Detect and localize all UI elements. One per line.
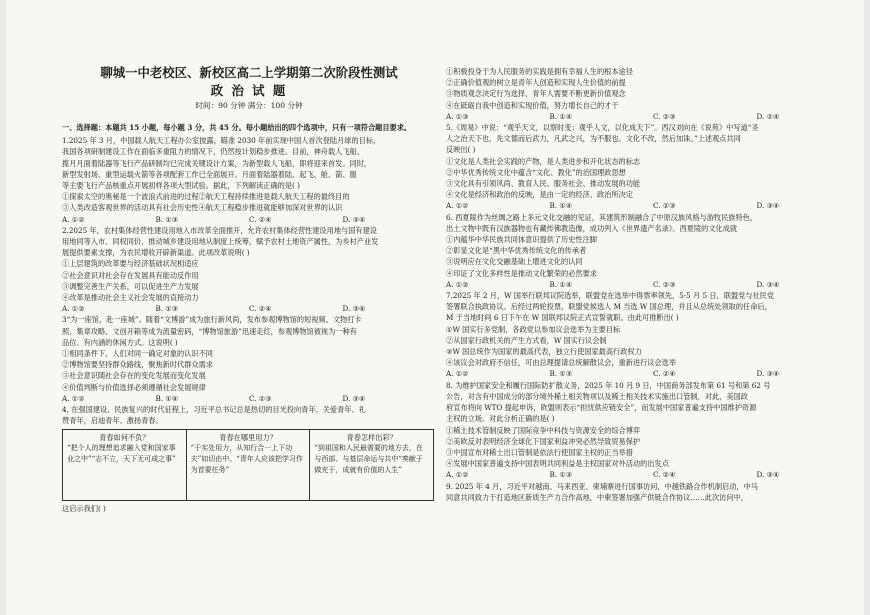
exam-sheet bbox=[6, 0, 864, 615]
question-line: 主权的立场。对此分析正确的是( ) bbox=[446, 414, 555, 424]
option-d: D. ③④ bbox=[756, 201, 780, 211]
question-line: 反映出( ) bbox=[446, 145, 476, 155]
question-line: ③社会意识随社会存在的变化发展而变化发展 bbox=[62, 371, 206, 381]
right-column bbox=[446, 0, 860, 615]
question-7 bbox=[446, 290, 860, 380]
question-line: 出土文物中既有汉族器物也有藏传佛教造像，成功列入《世界遗产名录》。西夏陵的文化成就 bbox=[446, 223, 738, 233]
quote-cell-text: “于实处用力，从知行合一上下功夫”如切由中。“青年人应该把学习作为首要任务” bbox=[190, 444, 303, 475]
statement: ③物质观念决定行为选择，青年人需要不断更新价值观念 bbox=[446, 89, 626, 99]
quote-cell-text: “把个人的理想追求融入党和国家事业之中”“志不立，天下无可成之事” bbox=[67, 444, 176, 464]
question-line: ④改革是推动社会主义社会发展的直接动力 bbox=[62, 293, 199, 303]
statement: ①积极投身于为人民服务的实践是拥有幸福人生的根本途径 bbox=[446, 67, 633, 76]
option-b: B. ①④ bbox=[549, 279, 573, 289]
question-line: ②中华优秀传统文化中蕴含“文化、教化”的治国理政思想 bbox=[446, 167, 626, 177]
option-b: B. ①③ bbox=[549, 470, 573, 480]
exam-subtitle: 政 治 试 题 bbox=[210, 83, 288, 98]
question-line: ④价值判断与价值选择必须遵循社会发展规律 bbox=[62, 382, 206, 392]
option-row bbox=[62, 303, 436, 314]
option-c: C. ②③ bbox=[653, 279, 676, 289]
question-line: ①稀土技术管制反映了国际竞争中科技与资源安全的综合博弈 bbox=[446, 425, 641, 435]
question-line: ③说明应在文化交融基础上增进文化的认同 bbox=[446, 257, 583, 267]
option-row bbox=[446, 111, 860, 122]
option-row bbox=[446, 279, 860, 290]
option-b: B. ①④ bbox=[549, 201, 573, 211]
question-line: ④该议会对政府不信任，可由总理提请总统解散议会，重新进行议会选举 bbox=[446, 358, 677, 368]
option-c: C. ②④ bbox=[653, 470, 676, 480]
question-2 bbox=[62, 225, 436, 315]
question-line: ③W 国总统作为国家的最高代表，独立行使国家最高行政权力 bbox=[446, 347, 642, 357]
question-line: 揽月月面着陆器等飞行产品研制均已完成关键设计方案，为新型载人飞船，即将迎来首发。同时， bbox=[62, 158, 372, 168]
question-line: ③人类改造客观世界的活动具有社会历史性④航天工程稳步推进就能够加深对世界的认识 bbox=[62, 203, 343, 213]
question-line: 3“为一座馆，赴一座城”。随着“文博游”成为旅行新风尚，发布参观博物馆的短视频、文物打卡 bbox=[62, 315, 362, 325]
question-line: M 于当地时间 6 日下午在 W 国联邦议院正式宣誓就职。由此可推断出( ) bbox=[446, 313, 679, 323]
question-line: ②社会意识对社会存在发展具有能动反作用 bbox=[62, 270, 199, 280]
question-line: ②博物馆要坚持群众路线，聚焦新时代群众需求 bbox=[62, 360, 213, 370]
statement: ②正确价值观的树立是青年人创造和实现人生价值的前提 bbox=[446, 78, 626, 88]
quote-cell bbox=[309, 430, 433, 500]
exam-title: 聊城一中老校区、新校区高二上学期第二次阶段性测试 bbox=[100, 65, 398, 80]
option-b: B. ①③ bbox=[155, 304, 179, 314]
question-line: 我国各项研制建设工作在面临多重阻力的情况下，仍然按计划稳步推进。目前，神舟载人飞船、 bbox=[62, 147, 364, 157]
quote-cell-text: “到祖国和人民最需要的地方去，在与西部、与基层命运与共中“奏献于做充于，成就有价值的人生” bbox=[314, 444, 423, 475]
question-line: ④印证了文化多样性是推动文化繁荣的必然要求 bbox=[446, 268, 597, 278]
question-line: 5.《周易》中说：“观乎天文，以察时变；观乎人文，以化成天下”。西汉刘向在《说苑》中写道“圣 bbox=[446, 123, 759, 133]
question-line: ②从国家行政机关的产生方式看，W 国实行议会制 bbox=[446, 335, 607, 345]
question-line: 人之治天下也，先文德而后武力，凡武之兴，为不服也。文化不改，然后加诛。”上述观点共同 bbox=[446, 134, 741, 144]
option-c: C. ②③ bbox=[653, 111, 676, 121]
exam-time-score: 时间：90 分钟 满分：100 分钟 bbox=[195, 101, 303, 110]
question-line: 9. 2025 年 4 月，习近平对越南、马来西亚、柬埔寨进行国事访问，中越铁路合作机制启动，中马 bbox=[446, 481, 758, 491]
question-line: ③文化具有引领风尚、教育人民、服务社会、推动发展的功能 bbox=[446, 179, 641, 189]
question-line: ③中国宣布对稀土出口管制是依法行使国家主权的正当举措 bbox=[446, 447, 633, 457]
option-c: C. ②③ bbox=[249, 393, 272, 403]
option-a: A. ①② bbox=[446, 279, 469, 289]
option-d: D. ③④ bbox=[756, 470, 780, 480]
question-line: ①文化是人类社会实践的产物，是人类进步和开化状态的标志 bbox=[446, 156, 641, 166]
option-b: B. ①③ bbox=[155, 214, 179, 224]
option-a: A. ①② bbox=[446, 201, 469, 211]
option-c: C. ②③ bbox=[653, 201, 676, 211]
question-line: ①探索太空的奥秘是一个波浪式前进的过程②航天工程持续推进是载人航天工程的最终目的 bbox=[62, 192, 350, 202]
question-line: 1.2025 年 3 月，中国载人航天工程办公室披露，瞄准 2030 年前实现中国人首次登陆月球的目标， bbox=[62, 136, 381, 146]
question-line: 8. 为维护国家安全和履行国际防扩散义务，2025 年 10 月 9 日，中国商务部发布第 61 号和第 62 号 bbox=[446, 380, 771, 390]
question-line: 同意共同致力于打造地区新质生产力合作高地，中柬签署加强产供链合作协议……此次访问中， bbox=[446, 492, 748, 502]
question-line: 府宣布将向 WTO 提起申诉，欧盟则表示“担忧供应链安全”，而发展中国家普遍支持中国维护资源 bbox=[446, 403, 757, 413]
quote-cell-heading: 青春在哪里用力？ bbox=[219, 433, 277, 443]
question-line: 2.2025 年，农村集体经营性建设用地入市改革全面推开，允许农村集体经营性建设用地与国有建设 bbox=[62, 225, 377, 235]
option-d: D. ③④ bbox=[756, 279, 780, 289]
option-row bbox=[62, 214, 436, 225]
question-line: 新型发射场、重型运载火箭等各项配套工作已全面展开。月面着陆器着陆、起飞、舱、箭、服 bbox=[62, 169, 357, 179]
option-c: C. ②④ bbox=[249, 214, 272, 224]
question-line: 等主要飞行产品核重点开展初样各项大型试验。据此，下列解读正确的是( ) bbox=[62, 181, 300, 191]
question-line: 7.2025 年 2 月，W 国举行联邦议院选举，联盟党在选举中得票率领先，5-5 月 5 日，联盟党与社民党 bbox=[446, 291, 775, 301]
question-line: 4. 在强国建设、民族复兴的时代征程上，习近平总书记总是热切的目光投向青年。关爱青年、礼 bbox=[62, 405, 366, 415]
option-row bbox=[446, 200, 860, 211]
option-a: A. ①② bbox=[62, 214, 85, 224]
option-d: D. ③④ bbox=[342, 304, 366, 314]
question-line: 这启示我们( ) bbox=[62, 504, 106, 514]
question-1 bbox=[62, 135, 436, 225]
question-4 bbox=[62, 404, 436, 515]
question-5 bbox=[446, 122, 860, 212]
option-d: D. ③④ bbox=[756, 369, 780, 379]
question-line: ①相同条件下，人们对同一确定对象的认识不同 bbox=[62, 349, 213, 359]
question-line: ④文化是经济和政治的反映，是由一定的经济、政治所决定 bbox=[446, 190, 633, 200]
question-line: 6. 西夏陵作为丝绸之路上多元文化交融的见证，其建筑形制融合了中原汉族风格与游牧民族特色， bbox=[446, 212, 758, 222]
question-line: 公告，对含有中国成分的部分境外稀土相关物项以及稀土相关技术实施出口管制，对此，美国政 bbox=[446, 391, 748, 401]
option-c: C. ②④ bbox=[653, 369, 676, 379]
question-line: 展提供要素支撑，为农民增收开辟新渠道。此项改革说明( ) bbox=[62, 248, 250, 258]
question-8 bbox=[446, 380, 860, 481]
quote-cell bbox=[186, 430, 310, 500]
question-6 bbox=[446, 212, 860, 290]
option-a: A. ①② bbox=[446, 369, 469, 379]
quote-table bbox=[62, 429, 434, 501]
quote-cell bbox=[63, 430, 186, 500]
question-line: ②彰显文化是“黑中华优秀传统文化的传承者 bbox=[446, 246, 587, 256]
left-column bbox=[62, 0, 436, 615]
question-line: ①内蕴华中华民族共同体意识提供了历史性注脚 bbox=[446, 235, 597, 245]
option-row bbox=[446, 469, 860, 480]
question-3 bbox=[62, 314, 436, 404]
question-line: 用地同等入市、同权同价，推动城乡建设用地从制度上统筹，赋予农村土地资产属性，为乡村产业发 bbox=[62, 237, 379, 247]
question-line: 签署联合执政协议。后经过两轮投票，联盟党候选人 M 当选 W 国总理，并且从总统处领取的任命后， bbox=[446, 302, 772, 312]
option-d: D. ③④ bbox=[342, 393, 366, 403]
question-line: ②美欧反对表明经济全球化下国家利益冲突必然导致贸易保护 bbox=[446, 436, 641, 446]
option-row bbox=[62, 393, 436, 404]
option-row bbox=[446, 368, 860, 379]
question-line: 赞青年，启迪青年、激扬青春。 bbox=[62, 416, 163, 426]
option-a: A. ①② bbox=[62, 304, 85, 314]
quote-cell-heading: 青春怎样出彩？ bbox=[346, 433, 397, 443]
quote-cell-heading: 青春如何不负？ bbox=[99, 433, 150, 443]
option-c: C. ②④ bbox=[249, 304, 272, 314]
question-line: 品位、有内涵的休闲方式。这说明( ) bbox=[62, 337, 178, 347]
option-a: A. ①② bbox=[446, 470, 469, 480]
statement: ④在砥砺自我中创造和实现价值，努力增长自己的才干 bbox=[446, 100, 619, 110]
option-b: B. ①③ bbox=[549, 369, 573, 379]
question-line: ①上层建筑的改革要与经济基础状况相适应 bbox=[62, 259, 199, 269]
option-d: D. ②④ bbox=[756, 111, 780, 121]
question-line: 照、集章攻略、文创开箱等成为流量密码，“博物馆旅游”迅速走红，参观博物馆被视为一种有 bbox=[62, 326, 357, 336]
option-a: A. ①② bbox=[62, 393, 85, 403]
section-heading: 一、选择题：本题共 15 小题，每小题 3 分，共 45 分。每小题给出的四个选项中，只有一项符合题目要求。 bbox=[62, 123, 412, 132]
option-d: D. ③④ bbox=[342, 214, 366, 224]
question-line: ④发展中国家普遍支持中国表明共同利益是主权国家对外活动的出发点 bbox=[446, 459, 669, 469]
question-9 bbox=[446, 481, 860, 503]
option-b: B. ①④ bbox=[155, 393, 179, 403]
option-a: A. ①③ bbox=[446, 111, 469, 121]
question-line: ③调整完善生产关系，可以促进生产力发展 bbox=[62, 281, 199, 291]
question-line: ①W 国实行多党制，各政党以参加议会选举为主要目标 bbox=[446, 324, 621, 334]
option-b: B. ①④ bbox=[549, 111, 573, 121]
